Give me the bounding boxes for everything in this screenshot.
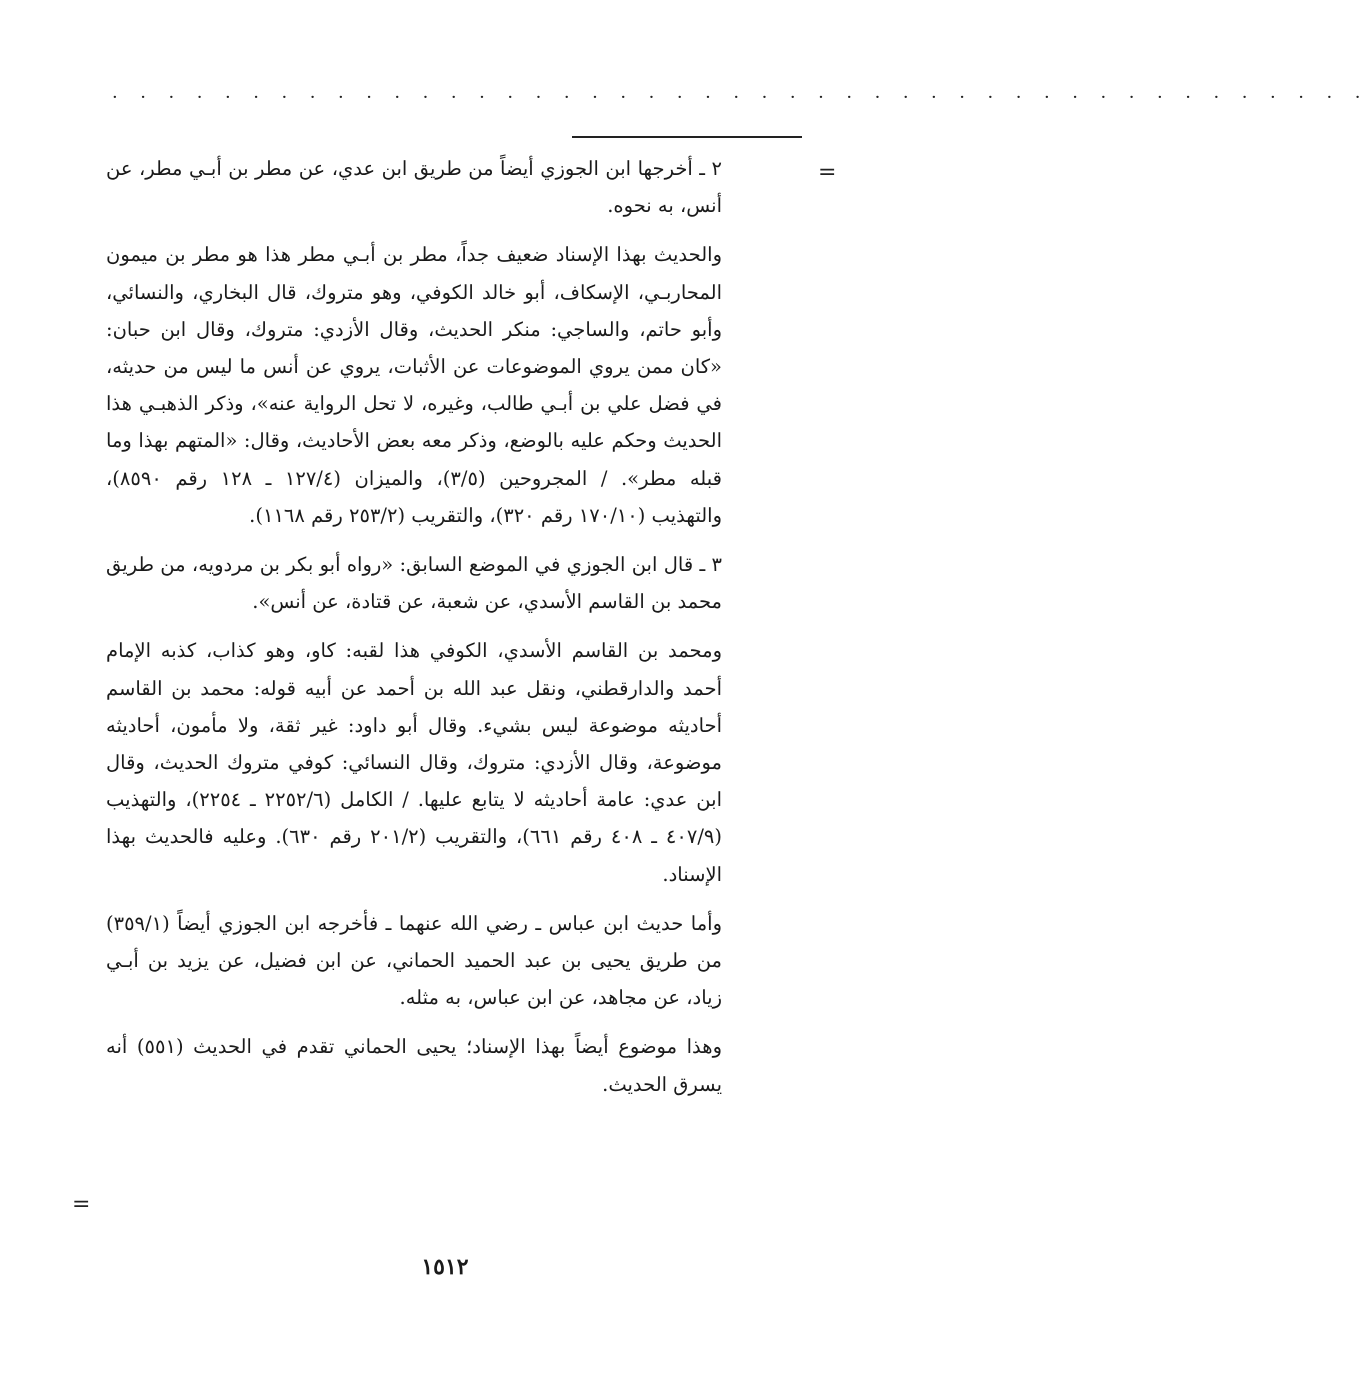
header-dotted-line: · · · · · · · · · · · · · · · · · · · · · · · · · · · · · · · · · · · · · · · · · · · · · <box>112 87 1369 108</box>
footnote-paragraph-4: ومحمد بن القاسم الأسدي، الكوفي هذا لقبه: كاو، وهو كذاب، كذبه الإمام أحمد والدارقطني، ونقل عبد الله بن أحمد عن أبيه قوله: محمد بن القاسم أحاديثه موضوعة ليس بشيء. وقال أبو داود: غير ثقة، ولا مأمون، أحاديثه موضوعة، وقال الأزدي: متروك، وقال النسائي: كوفي متروك الحديث، وقال ابن عدي: عامة أحاديثه لا يتابع عليها. / الكامل (٢٢٥٢/٦ ـ ٢٢٥٤)، والتهذيب (٤٠٧/٩ ـ ٤٠٨ رقم ٦٦١)، والتقريب (٢٠١/٢ رقم ٦٣٠). وعليه فالحديث بهذا الإسناد. <box>106 639 722 886</box>
footnote-paragraph-2: والحديث بهذا الإسناد ضعيف جداً، مطر بن أبـي مطر هذا هو مطر بن ميمون المحاربـي، الإسكاف، أبو خالد الكوفي، وهو متروك، قال البخاري، والنسائي، وأبو حاتم، والساجي: منكر الحديث، وقال الأزدي: متروك، وقال ابن حبان: «كان ممن يروي الموضوعات عن الأثبات، يروي عن أنس ما ليس من حديثه، في فضل علي بن أبـي طالب، وغيره، لا تحل الرواية عنه»، وذكر الذهبـي هذا الحديث وحكم عليه بالوضع، وذكر معه بعض الأحاديث، وقال: «المتهم بهذا وما قبله مطر». / المجروحين (٣/٥)، والميزان (١٢٧/٤ ـ ١٢٨ رقم ٨٥٩٠)، والتهذيب (١٧٠/١٠ رقم ٣٢٠)، والتقريب (٢٥٣/٢ رقم ١١٦٨). <box>106 243 722 527</box>
footnote-separator-rule <box>572 136 802 138</box>
footnote-paragraph-1: ٢ ـ أخرجها ابن الجوزي أيضاً من طريق ابن عدي، عن مطر بن أبـي مطر، عن أنس، به نحوه. <box>106 157 722 218</box>
footnote-paragraph-5: وأما حديث ابن عباس ـ رضي الله عنهما ـ فأخرجه ابن الجوزي أيضاً (٣٥٩/١) من طريق يحيى بن عبد الحميد الحماني، عن ابن فضيل، عن يزيد بن أبـي زياد، عن مجاهد، عن ابن عباس، به مثله. <box>106 911 722 1010</box>
page-number: ١٥١٢ <box>421 1254 469 1280</box>
footnote-text-block <box>106 150 722 1115</box>
continuation-mark-top: = <box>818 160 837 185</box>
footnote-paragraph-3: ٣ ـ قال ابن الجوزي في الموضع السابق: «رواه أبو بكر بن مردويه، من طريق محمد بن القاسم الأسدي، عن شعبة، عن قتادة، عن أنس». <box>106 553 722 614</box>
continuation-mark-bottom: = <box>72 1192 91 1217</box>
footnote-paragraph-6: وهذا موضوع أيضاً بهذا الإسناد؛ يحيى الحماني تقدم في الحديث (٥٥١) أنه يسرق الحديث. <box>106 1035 722 1096</box>
